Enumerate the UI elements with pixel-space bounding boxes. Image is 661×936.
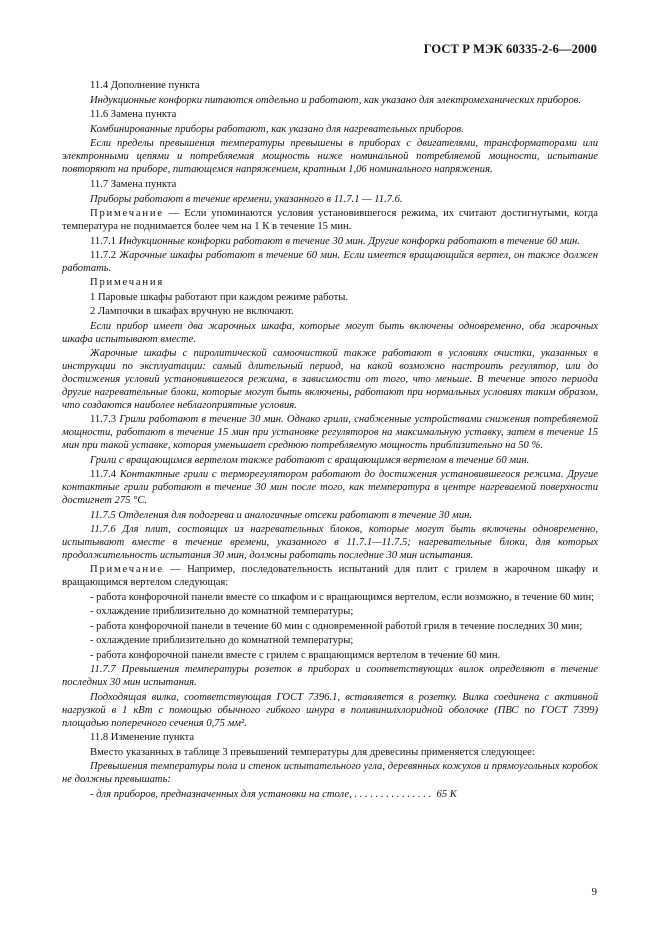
clause-11-7-1: 11.7.1 Индукционные конфорки работают в течение 30 мин. Другие конфорки работают в течение 60 мин.: [90, 235, 580, 247]
list-item: - для приборов, предназначенных для установки на столе, . . . . . . . . . . . . . . . 65 К: [90, 788, 457, 800]
list-item: - работа конфорочной панели в течение 60 мин с одновременной работой гриля в течение последних 30 мин;: [90, 620, 583, 632]
clause-11-7-5: 11.7.5 Отделения для подогрева и аналогичные отсеки работают в течение 30 мин.: [90, 509, 473, 521]
note-item: 2 Лампочки в шкафах вручную не включают.: [90, 306, 294, 318]
list-item: - работа конфорочной панели вместе с грилем с вращающимся вертелом в течение 60 мин.: [90, 649, 501, 661]
note: Примечание — Если упоминаются условия установившегося режима, их считают достигнутыми, когда температура не поднимается более чем на 1 К в течение 15 мин.: [62, 208, 598, 233]
paragraph: Грили с вращающимся вертелом также работают с вращающимся вертелом в течение 60 мин.: [90, 454, 530, 466]
list-item: - охлаждение приблизительно до комнатной температуры;: [90, 606, 354, 618]
paragraph: Приборы работают в течение времени, указанного в 11.7.1 — 11.7.6.: [90, 193, 403, 205]
section-heading-11-8: 11.8 Изменение пункта: [90, 732, 195, 744]
document-header: ГОСТ Р МЭК 60335-2-6—2000: [423, 42, 597, 56]
note-label: Примечание: [90, 564, 164, 576]
clause-11-7-2: 11.7.2 Жарочные шкафы работают в течение 60 мин. Если имеется вращающийся вертел, он также должен работать.: [62, 250, 598, 274]
section-heading-11-7: 11.7 Замена пункта: [90, 179, 177, 191]
notes-heading: Примечания: [90, 277, 164, 289]
paragraph: Жарочные шкафы с пиролитической самоочисткой также работают в условиях очистки, указанных в инструкции по эксплуатации: самый длительный период, на какой возможно настроить регулятор, или до достижения условий установившегося режима, в зависимости от того, что меньше. В течение этого периода другие нагревательные блоки, которые могут быть включены, работают при нормальных условиях таким образом, что создаются наиболее неблагоприятные условия.: [62, 348, 598, 411]
list-item: - охлаждение приблизительно до комнатной температуры;: [90, 635, 354, 647]
section-heading-11-4: 11.4 Дополнение пункта: [90, 80, 200, 91]
note: Примечание — Например, последовательность испытаний для плит с грилем в жарочном шкафу и вращающимся вертелом следующая:: [62, 564, 598, 589]
document-body: [62, 78, 598, 803]
clause-11-7-6: 11.7.6 Для плит, состоящих из нагревательных блоков, которые могут быть включены одновременно, испытывают вместе в течение времени, указанного в 11.7.1—11.7.5; нагревательные блоки, для которых продолжительность испытания 30 мин, должны работать последние 30 мин испытания.: [62, 524, 598, 561]
list-item: - работа конфорочной панели вместе со шкафом и с вращающимся вертелом, если возможно, в течение 60 мин;: [90, 591, 595, 603]
paragraph: Если прибор имеет два жарочных шкафа, которые могут быть включены одновременно, оба жарочных шкафа испытывают вместе.: [62, 320, 598, 345]
clause-11-7-4: 11.7.4 Контактные грили с терморегулятором работают до достижения установившегося режима. Другие контактные грили работают в течение 30 мин после того, как температура в центре нагреваемой поверхности достигнет 275 °С.: [62, 469, 598, 507]
page-number: 9: [591, 886, 597, 898]
paragraph: Превышения температуры пола и стенок испытательного угла, деревянных кожухов и прямоугольных коробок не должны превышать:: [62, 761, 598, 786]
paragraph: Если пределы превышения температуры превышены в приборах с двигателями, трансформаторами или электронными цепями и потребляемая мощность ниже номинальной потребляемой мощности, испытание повторяют на приборе, питающемся напряжением, кратным 1,06 номинального напряжения.: [62, 138, 598, 176]
section-heading-11-6: 11.6 Замена пункта: [90, 109, 177, 121]
paragraph: Комбинированные приборы работают, как указано для нагревательных приборов.: [90, 123, 464, 135]
clause-11-7-7: 11.7.7 Превышения температуры розеток в приборах и соответствующих вилок определяют в течение последних 30 мин испытания.: [62, 664, 598, 689]
note-label: Примечание: [90, 208, 164, 220]
paragraph: Индукционные конфорки питаются отдельно и работают, как указано для электромеханических приборов.: [90, 94, 582, 106]
paragraph: Вместо указанных в таблице 3 превышений температуры для древесины применяется следующее:: [90, 746, 535, 758]
paragraph: Подходящая вилка, соответствующая ГОСТ 7396.1, вставляется в розетку. Вилка соединена с активной нагрузкой в 1 кВт с помощью обычного гибкого шнура в поливинилхлоридной оболочке (ПВС по ГОСТ 7399) площадью поперечного сечения 0,75 мм².: [62, 691, 598, 729]
clause-11-7-3: 11.7.3 Грили работают в течение 30 мин. Однако грили, снабженные устройствами снижения потребляемой мощности, работают в течение 15 мин при установке регуляторов на максимальную уставку, затем в течение 15 мин при такой уставке, которая уменьшает среднюю потребляемую мощность приблизительно на 50 %.: [62, 414, 598, 452]
note-item: 1 Паровые шкафы работают при каждом режиме работы.: [90, 291, 349, 303]
